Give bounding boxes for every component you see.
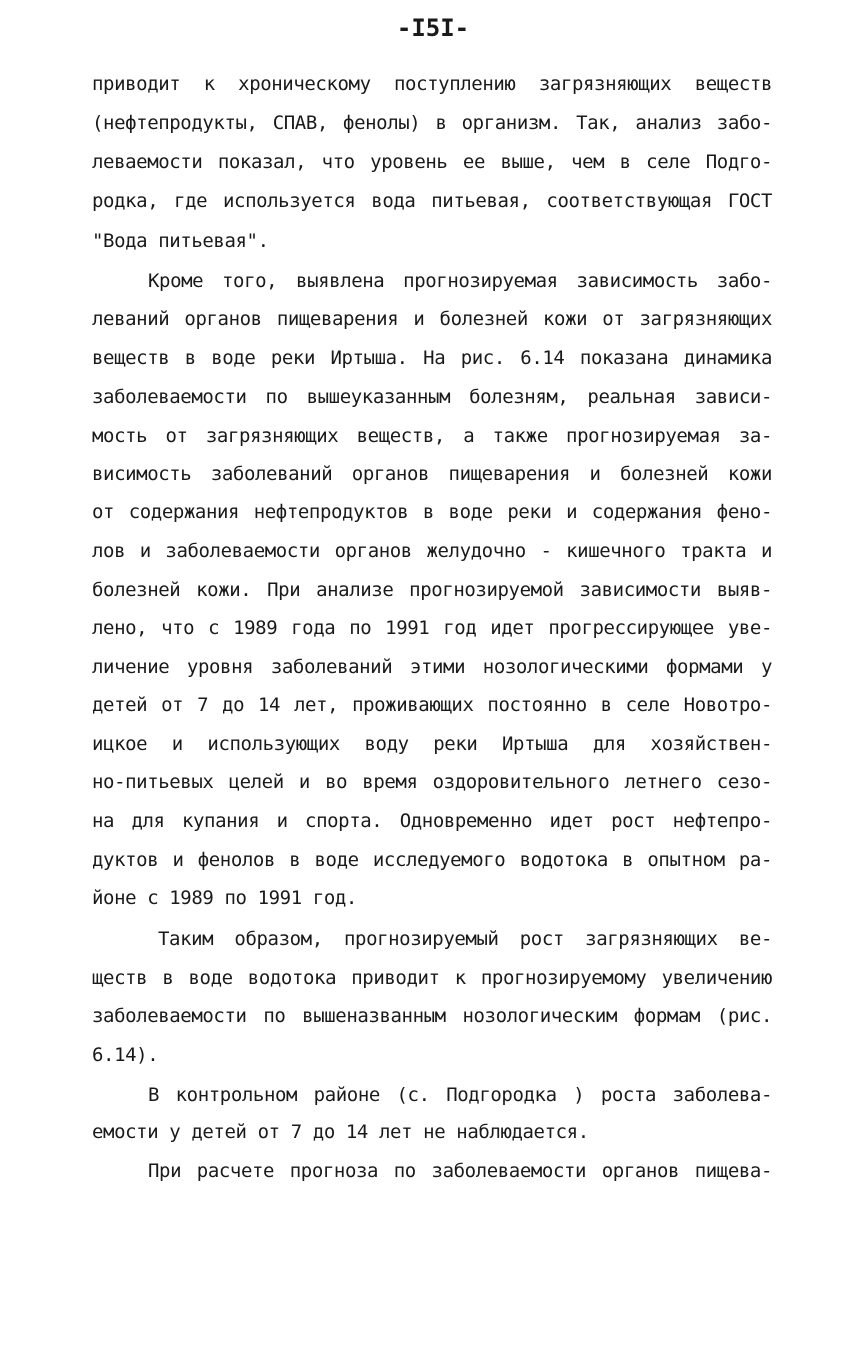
text-line: висимость заболеваний органов пищеварения и болезней кожи <box>92 463 772 485</box>
page-number: -I5I- <box>396 14 470 42</box>
text-line: мость от загрязняющих веществ, а также прогнозируемая за- <box>92 425 772 447</box>
text-line: Кроме того, выявлена прогнозируемая зависимость забо- <box>148 270 772 292</box>
text-line: на для купания и спорта. Одновременно идет рост нефтепро- <box>92 810 772 832</box>
text-line: ществ в воде водотока приводит к прогнозируемому увеличению <box>92 967 772 989</box>
text-line: При расчете прогноза по заболеваемости органов пищева- <box>148 1160 772 1182</box>
text-line: родка, где используется вода питьевая, соответствующая ГОСТ <box>92 190 772 212</box>
text-line: йоне с 1989 по 1991 год. <box>92 887 357 909</box>
text-line: "Вода питьевая". <box>92 230 269 252</box>
text-line: ицкое и использующих воду реки Иртыша для хозяйствен- <box>92 733 772 755</box>
text-line: заболеваемости по вышеуказанным болезням, реальная зависи- <box>92 386 772 408</box>
text-line: приводит к хроническому поступлению загрязняющих веществ <box>92 73 772 95</box>
text-line: 6.14). <box>92 1044 159 1066</box>
text-line: (нефтепродукты, СПАВ, фенолы) в организм. Так, анализ забо- <box>92 112 772 134</box>
text-line: от содержания нефтепродуктов в воде реки и содержания фено- <box>92 501 772 523</box>
text-line: В контрольном районе (с. Подгородка ) роста заболева- <box>148 1084 772 1106</box>
text-line: леваемости показал, что уровень ее выше, чем в селе Подго- <box>92 151 772 173</box>
text-line: личение уровня заболеваний этими нозологическими формами у <box>92 656 772 678</box>
text-line: веществ в воде реки Иртыша. На рис. 6.14 показана динамика <box>92 347 772 369</box>
text-line: лов и заболеваемости органов желудочно - кишечного тракта и <box>92 540 772 562</box>
text-line: заболеваемости по вышеназванным нозологическим формам (рис. <box>92 1005 772 1027</box>
text-line: емости у детей от 7 до 14 лет не наблюдается. <box>92 1121 589 1143</box>
text-line: но-питьевых целей и во время оздоровительного летнего сезо- <box>92 771 772 793</box>
text-line: леваний органов пищеварения и болезней кожи от загрязняющих <box>92 308 772 330</box>
text-line: лено, что с 1989 года по 1991 год идет прогрессирующее уве- <box>92 617 772 639</box>
text-line: Таким образом, прогнозируемый рост загрязняющих ве- <box>158 928 772 950</box>
text-line: болезней кожи. При анализе прогнозируемой зависимости выяв- <box>92 579 772 601</box>
text-line: детей от 7 до 14 лет, проживающих постоянно в селе Новотро- <box>92 694 772 716</box>
text-line: дуктов и фенолов в воде исследуемого водотока в опытном ра- <box>92 849 772 871</box>
